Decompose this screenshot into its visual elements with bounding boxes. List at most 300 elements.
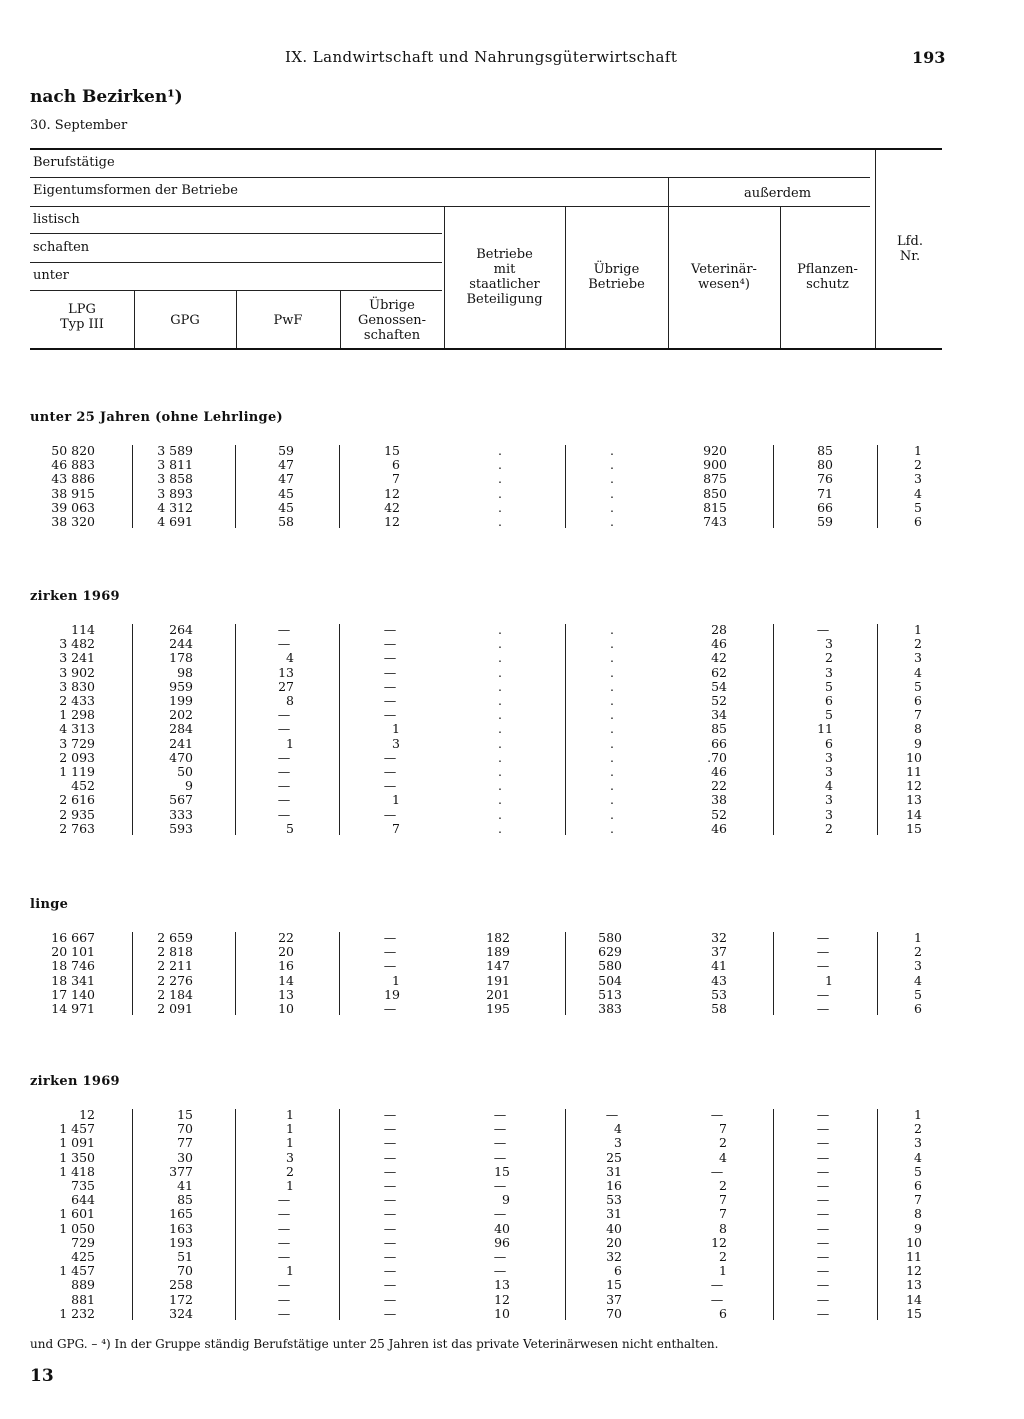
uebrige-betriebe-cell: 53 — [606, 1192, 622, 1208]
table-row — [0, 1222, 1024, 1236]
veterinaer-cell: 43 — [711, 972, 727, 988]
betriebe-staatl-cell: . — [498, 457, 502, 473]
veterinaer-cell: — — [710, 1291, 724, 1307]
gpg-cell: 163 — [169, 1220, 193, 1236]
betriebe-staatl-cell: 147 — [486, 958, 510, 974]
betriebe-staatl-cell: 182 — [486, 930, 510, 945]
pwf-cell: 20 — [278, 944, 294, 960]
betriebe-staatl-cell: 96 — [494, 1234, 510, 1250]
gpg-cell: 30 — [177, 1149, 193, 1165]
uebrige-betriebe-cell: 580 — [598, 958, 622, 974]
veterinaer-cell: 66 — [711, 735, 727, 751]
gpg-cell: 2 091 — [157, 1001, 193, 1016]
pwf-cell: 8 — [286, 693, 294, 708]
pflanzenschutz-cell: 6 — [825, 693, 833, 708]
pflanzenschutz-cell: 3 — [825, 792, 833, 808]
veterinaer-cell: 900 — [703, 457, 727, 473]
uebrige-gen-cell: — — [383, 1220, 397, 1236]
uebrige-betriebe-cell: 32 — [606, 1249, 622, 1264]
uebrige-gen-cell: — — [383, 944, 397, 960]
gpg-cell: 9 — [185, 778, 193, 794]
pwf-cell: — — [277, 1206, 291, 1222]
lpg-cell: 1 350 — [59, 1149, 95, 1165]
lfd-nr-cell: 5 — [914, 678, 922, 694]
uebrige-gen-cell: 19 — [384, 986, 400, 1002]
gpg-cell: 264 — [169, 622, 193, 637]
lpg-cell: 2 616 — [59, 792, 95, 808]
uebrige-betriebe-cell: 40 — [606, 1220, 622, 1236]
lfd-nr-cell: 1 — [914, 1107, 922, 1122]
uebrige-betriebe-cell: . — [610, 622, 614, 637]
pwf-cell: 1 — [286, 1107, 294, 1122]
pflanzenschutz-cell: — — [816, 1234, 830, 1250]
lpg-cell: 50 820 — [51, 443, 95, 458]
gpg-cell: 593 — [169, 820, 193, 836]
lfd-nr-cell: 1 — [914, 622, 922, 637]
table-row — [0, 974, 1024, 988]
gpg-cell: 2 276 — [157, 972, 193, 988]
pwf-cell: — — [277, 749, 291, 765]
pflanzenschutz-cell: — — [816, 1178, 830, 1193]
gpg-cell: 85 — [177, 1192, 193, 1208]
uebrige-gen-cell: — — [383, 1121, 397, 1137]
table-row — [0, 651, 1024, 665]
pwf-cell: — — [277, 1305, 291, 1321]
lfd-nr-cell: 4 — [914, 485, 922, 501]
pflanzenschutz-cell: 66 — [817, 499, 833, 515]
pflanzenschutz-cell: — — [816, 1206, 830, 1222]
table-row — [0, 1122, 1024, 1136]
veterinaer-cell: — — [710, 1163, 724, 1179]
pflanzenschutz-cell: 5 — [825, 678, 833, 694]
pflanzenschutz-cell: — — [816, 1249, 830, 1264]
lfd-nr-cell: 2 — [914, 457, 922, 473]
header-gpg: GPG — [170, 313, 200, 328]
pwf-cell: — — [277, 792, 291, 808]
table-row — [0, 793, 1024, 807]
uebrige-gen-cell: — — [383, 1192, 397, 1208]
uebrige-gen-cell: — — [383, 749, 397, 765]
betriebe-staatl-cell: 189 — [486, 944, 510, 960]
uebrige-gen-cell: — — [383, 1178, 397, 1193]
uebrige-gen-cell: — — [383, 806, 397, 822]
pflanzenschutz-cell: 3 — [825, 636, 833, 652]
betriebe-staatl-cell: 9 — [502, 1192, 510, 1208]
lpg-cell: 2 763 — [59, 820, 95, 836]
lpg-cell: 2 093 — [59, 749, 95, 765]
lfd-nr-cell: 2 — [914, 944, 922, 960]
uebrige-betriebe-cell: 37 — [606, 1291, 622, 1307]
pflanzenschutz-cell: — — [816, 1291, 830, 1307]
veterinaer-cell: 2 — [719, 1135, 727, 1151]
table-row — [0, 708, 1024, 722]
pwf-cell: 14 — [278, 972, 294, 988]
uebrige-betriebe-cell: . — [610, 778, 614, 794]
pflanzenschutz-cell: 2 — [825, 650, 833, 666]
pwf-cell: 5 — [286, 820, 294, 836]
uebrige-betriebe-cell: . — [610, 764, 614, 779]
table-row — [0, 1136, 1024, 1150]
header-eigentumsformen: Eigentumsformen der Betriebe — [33, 183, 238, 198]
gpg-cell: 3 893 — [157, 485, 193, 501]
uebrige-betriebe-cell: . — [610, 721, 614, 737]
lpg-cell: 881 — [71, 1291, 95, 1307]
lfd-nr-cell: 11 — [906, 1249, 922, 1264]
pflanzenschutz-cell: — — [816, 986, 830, 1002]
header-uebrige-genossenschaften-1: Übrige — [369, 298, 415, 313]
lpg-cell: 38 320 — [51, 514, 95, 529]
pflanzenschutz-cell: — — [816, 1277, 830, 1293]
table-row — [0, 931, 1024, 945]
header-nr: Nr. — [899, 249, 921, 264]
uebrige-gen-cell: — — [383, 622, 397, 637]
betriebe-staatl-cell: 201 — [486, 986, 510, 1002]
table-row — [0, 694, 1024, 708]
lfd-nr-cell: 3 — [914, 471, 922, 487]
table-row — [0, 988, 1024, 1002]
betriebe-staatl-cell: . — [498, 764, 502, 779]
veterinaer-cell: 34 — [711, 707, 727, 723]
pflanzenschutz-cell: — — [816, 944, 830, 960]
pwf-cell: — — [277, 1234, 291, 1250]
header-uebrige-genossenschaften-3: schaften — [363, 328, 421, 343]
header-betriebe-mit-2: mit — [493, 262, 516, 277]
lfd-nr-cell: 4 — [914, 972, 922, 988]
gpg-cell: 324 — [169, 1305, 193, 1321]
uebrige-betriebe-cell: 31 — [606, 1163, 622, 1179]
lfd-nr-cell: 6 — [914, 1001, 922, 1016]
sheet-number: 13 — [30, 1366, 54, 1386]
pwf-cell: — — [277, 1277, 291, 1293]
uebrige-betriebe-cell: . — [610, 485, 614, 501]
veterinaer-cell: 54 — [711, 678, 727, 694]
gpg-cell: 2 818 — [157, 944, 193, 960]
lfd-nr-cell: 9 — [914, 1220, 922, 1236]
veterinaer-cell: 53 — [711, 986, 727, 1002]
uebrige-betriebe-cell: 504 — [598, 972, 622, 988]
header-berufstaetige: Berufstätige — [33, 155, 115, 170]
lfd-nr-cell: 6 — [914, 1178, 922, 1193]
lfd-nr-cell: 5 — [914, 1163, 922, 1179]
header-betriebe-mit-1: Betriebe — [476, 247, 533, 262]
lpg-cell: 889 — [71, 1277, 95, 1293]
lpg-cell: 3 902 — [59, 664, 95, 680]
header-lfd: Lfd. — [897, 234, 923, 249]
uebrige-gen-cell: — — [383, 1291, 397, 1307]
lfd-nr-cell: 7 — [914, 1192, 922, 1208]
gpg-cell: 41 — [177, 1178, 193, 1193]
uebrige-betriebe-cell: . — [610, 499, 614, 515]
pflanzenschutz-cell: — — [816, 1149, 830, 1165]
pwf-cell: 45 — [278, 499, 294, 515]
lfd-nr-cell: 9 — [914, 735, 922, 751]
gpg-cell: 2 211 — [157, 958, 193, 974]
gpg-cell: 51 — [177, 1249, 193, 1264]
gpg-cell: 241 — [169, 735, 193, 751]
veterinaer-cell: 38 — [711, 792, 727, 808]
lpg-cell: 1 457 — [59, 1263, 95, 1279]
lpg-cell: 1 091 — [59, 1135, 95, 1151]
header-uebrige-genossenschaften-2: Genossen- — [357, 313, 427, 328]
pwf-cell: 13 — [278, 986, 294, 1002]
pwf-cell: 59 — [278, 443, 294, 458]
gpg-cell: 284 — [169, 721, 193, 737]
pflanzenschutz-cell: 4 — [825, 778, 833, 794]
uebrige-betriebe-cell: . — [610, 664, 614, 680]
pwf-cell: 4 — [286, 650, 294, 666]
table-row — [0, 959, 1024, 973]
lpg-cell: 729 — [71, 1234, 95, 1250]
table-row — [0, 444, 1024, 458]
gpg-cell: 244 — [169, 636, 193, 652]
pwf-cell: — — [277, 1192, 291, 1208]
pflanzenschutz-cell: — — [816, 1121, 830, 1137]
uebrige-betriebe-cell: 15 — [606, 1277, 622, 1293]
pflanzenschutz-cell: 76 — [817, 471, 833, 487]
pflanzenschutz-cell: 3 — [825, 664, 833, 680]
uebrige-betriebe-cell: 25 — [606, 1149, 622, 1165]
uebrige-betriebe-cell: . — [610, 792, 614, 808]
lpg-cell: 3 830 — [59, 678, 95, 694]
lfd-nr-cell: 3 — [914, 1135, 922, 1151]
uebrige-betriebe-cell: . — [610, 735, 614, 751]
betriebe-staatl-cell: . — [498, 499, 502, 515]
lfd-nr-cell: 4 — [914, 664, 922, 680]
betriebe-staatl-cell: . — [498, 735, 502, 751]
gpg-cell: 172 — [169, 1291, 193, 1307]
pflanzenschutz-cell: 2 — [825, 820, 833, 836]
gpg-cell: 3 858 — [157, 471, 193, 487]
pflanzenschutz-cell: — — [816, 1135, 830, 1151]
pwf-cell: 1 — [286, 1263, 294, 1279]
veterinaer-cell: 920 — [703, 443, 727, 458]
uebrige-betriebe-cell: 3 — [614, 1135, 622, 1151]
uebrige-betriebe-cell: 383 — [598, 1001, 622, 1016]
uebrige-gen-cell: — — [383, 1163, 397, 1179]
lpg-cell: 18 746 — [51, 958, 95, 974]
header-listisch: listisch — [33, 212, 80, 227]
gpg-cell: 2 659 — [157, 930, 193, 945]
uebrige-gen-cell: — — [383, 1206, 397, 1222]
pflanzenschutz-cell: — — [816, 958, 830, 974]
pflanzenschutz-cell: 85 — [817, 443, 833, 458]
betriebe-staatl-cell: . — [498, 443, 502, 458]
pwf-cell: 47 — [278, 471, 294, 487]
pflanzenschutz-cell: — — [816, 1305, 830, 1321]
betriebe-staatl-cell: — — [493, 1135, 507, 1151]
section-title: zirken 1969 — [30, 589, 120, 604]
betriebe-staatl-cell: 195 — [486, 1001, 510, 1016]
pwf-cell: 10 — [278, 1001, 294, 1016]
table-row — [0, 680, 1024, 694]
lpg-cell: 46 883 — [51, 457, 95, 473]
header-betriebe-mit-4: Beteiligung — [466, 292, 543, 307]
betriebe-staatl-cell: — — [493, 1263, 507, 1279]
page-number: 193 — [912, 48, 946, 67]
table-row — [0, 1179, 1024, 1193]
pflanzenschutz-cell: — — [816, 1163, 830, 1179]
uebrige-betriebe-cell: 16 — [606, 1178, 622, 1193]
lpg-cell: 20 101 — [51, 944, 95, 960]
betriebe-staatl-cell: . — [498, 820, 502, 836]
pwf-cell: 22 — [278, 930, 294, 945]
lfd-nr-cell: 2 — [914, 636, 922, 652]
betriebe-staatl-cell: — — [493, 1249, 507, 1264]
pwf-cell: — — [277, 764, 291, 779]
uebrige-gen-cell: — — [383, 1305, 397, 1321]
pwf-cell: — — [277, 721, 291, 737]
veterinaer-cell: 32 — [711, 930, 727, 945]
lpg-cell: 1 298 — [59, 707, 95, 723]
uebrige-gen-cell: — — [383, 1107, 397, 1122]
uebrige-betriebe-cell: 70 — [606, 1305, 622, 1321]
uebrige-gen-cell: 1 — [392, 792, 400, 808]
pwf-cell: — — [277, 778, 291, 794]
lpg-cell: 1 601 — [59, 1206, 95, 1222]
lpg-cell: 2 433 — [59, 693, 95, 708]
pflanzenschutz-cell: — — [816, 1192, 830, 1208]
lpg-cell: 2 935 — [59, 806, 95, 822]
gpg-cell: 567 — [169, 792, 193, 808]
table-title: nach Bezirken¹) — [30, 87, 183, 107]
pwf-cell: — — [277, 636, 291, 652]
lpg-cell: 1 119 — [59, 764, 95, 779]
veterinaer-cell: 46 — [711, 820, 727, 836]
uebrige-betriebe-cell: 629 — [598, 944, 622, 960]
table-row — [0, 1002, 1024, 1016]
betriebe-staatl-cell: . — [498, 678, 502, 694]
section-title: linge — [30, 897, 69, 912]
lfd-nr-cell: 3 — [914, 650, 922, 666]
betriebe-staatl-cell: 12 — [494, 1291, 510, 1307]
betriebe-staatl-cell: . — [498, 778, 502, 794]
pflanzenschutz-cell: — — [816, 622, 830, 637]
uebrige-gen-cell: — — [383, 678, 397, 694]
pflanzenschutz-cell: 3 — [825, 764, 833, 779]
uebrige-gen-cell: — — [383, 1234, 397, 1250]
table-row — [0, 779, 1024, 793]
pwf-cell: 27 — [278, 678, 294, 694]
betriebe-staatl-cell: . — [498, 471, 502, 487]
lpg-cell: 452 — [71, 778, 95, 794]
betriebe-staatl-cell: . — [498, 485, 502, 501]
uebrige-gen-cell: 15 — [384, 443, 400, 458]
uebrige-gen-cell: — — [383, 764, 397, 779]
uebrige-gen-cell: — — [383, 1135, 397, 1151]
pflanzenschutz-cell: 5 — [825, 707, 833, 723]
header-lpg-typ: Typ III — [60, 317, 104, 332]
betriebe-staatl-cell: . — [498, 636, 502, 652]
betriebe-staatl-cell: . — [498, 650, 502, 666]
lpg-cell: 1 457 — [59, 1121, 95, 1137]
table-row — [0, 472, 1024, 486]
veterinaer-cell: 850 — [703, 485, 727, 501]
pwf-cell: 3 — [286, 1149, 294, 1165]
uebrige-gen-cell: 12 — [384, 514, 400, 529]
betriebe-staatl-cell: — — [493, 1149, 507, 1165]
veterinaer-cell: 62 — [711, 664, 727, 680]
uebrige-gen-cell: — — [383, 1001, 397, 1016]
veterinaer-cell: 52 — [711, 693, 727, 708]
lpg-cell: 38 915 — [51, 485, 95, 501]
section-title: zirken 1969 — [30, 1074, 120, 1089]
gpg-cell: 50 — [177, 764, 193, 779]
table-row — [0, 1236, 1024, 1250]
table-row — [0, 822, 1024, 836]
uebrige-gen-cell: — — [383, 930, 397, 945]
gpg-cell: 470 — [169, 749, 193, 765]
table-row — [0, 487, 1024, 501]
gpg-cell: 2 184 — [157, 986, 193, 1002]
lpg-cell: 18 341 — [51, 972, 95, 988]
uebrige-gen-cell: 1 — [392, 721, 400, 737]
veterinaer-cell: 2 — [719, 1178, 727, 1193]
veterinaer-cell: 2 — [719, 1249, 727, 1264]
lfd-nr-cell: 12 — [906, 1263, 922, 1279]
veterinaer-cell: 7 — [719, 1206, 727, 1222]
lfd-nr-cell: 1 — [914, 930, 922, 945]
lfd-nr-cell: 5 — [914, 499, 922, 515]
table-row — [0, 501, 1024, 515]
header-pwf: PwF — [273, 313, 303, 328]
footnote: und GPG. – ⁴) In der Gruppe ständig Berufstätige unter 25 Jahren ist das private Veterinärwesen nicht enthalten. — [30, 1337, 719, 1351]
header-unter: unter — [33, 268, 69, 283]
lfd-nr-cell: 10 — [906, 749, 922, 765]
pwf-cell: 13 — [278, 664, 294, 680]
uebrige-gen-cell: — — [383, 958, 397, 974]
gpg-cell: 15 — [177, 1107, 193, 1122]
betriebe-staatl-cell: 191 — [486, 972, 510, 988]
betriebe-staatl-cell: . — [498, 707, 502, 723]
lfd-nr-cell: 11 — [906, 764, 922, 779]
uebrige-betriebe-cell: 4 — [614, 1121, 622, 1137]
gpg-cell: 178 — [169, 650, 193, 666]
lpg-cell: 4 313 — [59, 721, 95, 737]
uebrige-betriebe-cell: . — [610, 471, 614, 487]
betriebe-staatl-cell: . — [498, 514, 502, 529]
uebrige-gen-cell: 7 — [392, 471, 400, 487]
betriebe-staatl-cell: 13 — [494, 1277, 510, 1293]
lfd-nr-cell: 15 — [906, 1305, 922, 1321]
uebrige-gen-cell: — — [383, 1249, 397, 1264]
header-pflanzenschutz-2: schutz — [806, 277, 849, 292]
lfd-nr-cell: 13 — [906, 792, 922, 808]
uebrige-betriebe-cell: 31 — [606, 1206, 622, 1222]
betriebe-staatl-cell: . — [498, 693, 502, 708]
table-row — [0, 1207, 1024, 1221]
veterinaer-cell: 28 — [711, 622, 727, 637]
pwf-cell: — — [277, 1249, 291, 1264]
veterinaer-cell: 12 — [711, 1234, 727, 1250]
betriebe-staatl-cell: — — [493, 1107, 507, 1122]
lfd-nr-cell: 14 — [906, 1291, 922, 1307]
veterinaer-cell: 815 — [703, 499, 727, 515]
header-betriebe-mit-3: staatlicher — [469, 277, 540, 292]
uebrige-betriebe-cell: 20 — [606, 1234, 622, 1250]
betriebe-staatl-cell: 15 — [494, 1163, 510, 1179]
uebrige-betriebe-cell: . — [610, 636, 614, 652]
header-uebrige-betriebe-2: Betriebe — [588, 277, 645, 292]
lpg-cell: 14 971 — [51, 1001, 95, 1016]
uebrige-betriebe-cell: . — [610, 678, 614, 694]
gpg-cell: 70 — [177, 1263, 193, 1279]
gpg-cell: 199 — [169, 693, 193, 708]
veterinaer-cell: 37 — [711, 944, 727, 960]
table-row — [0, 623, 1024, 637]
gpg-cell: 98 — [177, 664, 193, 680]
pflanzenschutz-cell: — — [816, 1001, 830, 1016]
gpg-cell: 377 — [169, 1163, 193, 1179]
